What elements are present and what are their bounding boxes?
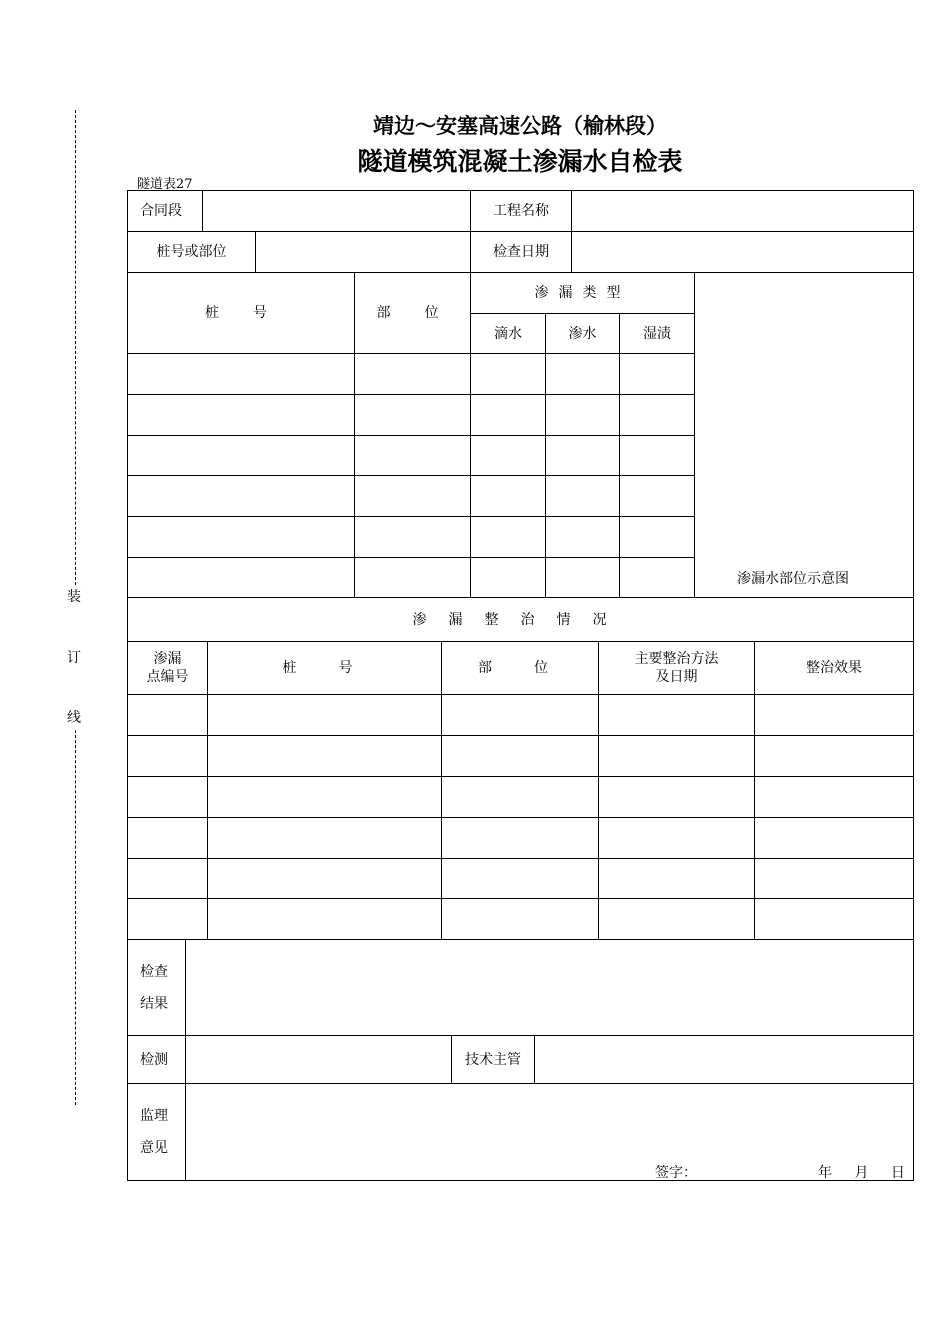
rem-row5-position[interactable] — [441, 858, 599, 899]
leak-col-position: 部 位 — [354, 272, 471, 354]
binding-dashed-line-top — [75, 110, 76, 590]
leak-type-damp: 湿渍 — [619, 313, 695, 354]
supervision-label-line2: 意见 — [140, 1140, 168, 1156]
rem-row2-position[interactable] — [441, 735, 599, 777]
leak-row6-damp[interactable] — [619, 557, 695, 598]
rem-row4-effect[interactable] — [754, 817, 914, 859]
inspector-field[interactable] — [185, 1035, 452, 1084]
project-name-label: 工程名称 — [470, 190, 572, 232]
leak-row5-drip[interactable] — [470, 516, 546, 558]
rem-col-station: 桩 号 — [207, 641, 442, 695]
leak-row6-drip[interactable] — [470, 557, 546, 598]
binding-char-2: 订 — [67, 650, 81, 666]
rem-row4-point-no[interactable] — [127, 817, 208, 859]
supervision-label-line1: 监理 — [140, 1108, 168, 1124]
rem-row2-station[interactable] — [207, 735, 442, 777]
leak-row2-damp[interactable] — [619, 394, 695, 436]
rem-row1-effect[interactable] — [754, 694, 914, 736]
signature-date: 年 月 日 — [818, 1165, 905, 1181]
check-result-label-line1: 检查 — [140, 963, 168, 980]
rem-row3-effect[interactable] — [754, 776, 914, 818]
rem-row6-effect[interactable] — [754, 898, 914, 940]
rem-row3-station[interactable] — [207, 776, 442, 818]
binding-dashed-line-bottom — [75, 715, 76, 1105]
leak-row3-position[interactable] — [354, 435, 471, 476]
rem-row5-station[interactable] — [207, 858, 442, 899]
rem-row2-effect[interactable] — [754, 735, 914, 777]
rem-row2-point-no[interactable] — [127, 735, 208, 777]
contract-label: 合同段 — [127, 190, 203, 232]
inspector-label: 检测 — [127, 1035, 186, 1084]
leak-row6-station[interactable] — [127, 557, 355, 598]
rem-row1-point-no[interactable] — [127, 694, 208, 736]
leak-row1-damp[interactable] — [619, 353, 695, 395]
leak-diagram-area[interactable] — [694, 272, 914, 598]
check-date-label: 检查日期 — [470, 231, 572, 273]
leak-row1-seep[interactable] — [545, 353, 620, 395]
leak-row4-seep[interactable] — [545, 475, 620, 517]
leak-row3-station[interactable] — [127, 435, 355, 476]
check-result-label — [127, 939, 186, 1036]
check-result-label-line2: 结果 — [140, 995, 168, 1012]
rem-row3-position[interactable] — [441, 776, 599, 818]
title-line1: 靖边～安塞高速公路（榆林段） — [373, 114, 667, 138]
leak-row6-seep[interactable] — [545, 557, 620, 598]
rem-row6-method[interactable] — [598, 898, 755, 940]
rem-row4-position[interactable] — [441, 817, 599, 859]
binding-char-1: 装 — [67, 589, 81, 605]
leak-row5-damp[interactable] — [619, 516, 695, 558]
leak-diagram-label: 渗漏水部位示意图 — [737, 571, 849, 587]
leak-row5-seep[interactable] — [545, 516, 620, 558]
station-or-position-field[interactable] — [255, 231, 471, 273]
leak-row2-drip[interactable] — [470, 394, 546, 436]
rem-row1-position[interactable] — [441, 694, 599, 736]
leak-col-station: 桩 号 — [127, 272, 355, 354]
supervision-field[interactable] — [185, 1083, 914, 1181]
leak-type-seep: 渗水 — [545, 313, 620, 354]
rem-row3-method[interactable] — [598, 776, 755, 818]
leak-row5-position[interactable] — [354, 516, 471, 558]
rem-row4-method[interactable] — [598, 817, 755, 859]
project-name-field[interactable] — [571, 190, 914, 232]
rem-row5-method[interactable] — [598, 858, 755, 899]
rem-row1-station[interactable] — [207, 694, 442, 736]
rem-row3-point-no[interactable] — [127, 776, 208, 818]
rem-row2-method[interactable] — [598, 735, 755, 777]
rem-row6-point-no[interactable] — [127, 898, 208, 940]
rem-col-point-no: 渗漏 点编号 — [127, 641, 208, 695]
rem-row5-effect[interactable] — [754, 858, 914, 899]
leak-type-drip: 滴水 — [470, 313, 546, 354]
leak-row5-station[interactable] — [127, 516, 355, 558]
leak-row2-station[interactable] — [127, 394, 355, 436]
supervision-label — [127, 1083, 186, 1181]
leak-row4-position[interactable] — [354, 475, 471, 517]
rem-col-effect: 整治效果 — [754, 641, 914, 695]
check-result-field[interactable] — [185, 939, 914, 1036]
tech-supervisor-field[interactable] — [534, 1035, 914, 1084]
remediation-section-title: 渗漏整治情况 — [127, 597, 914, 642]
title-line2: 隧道模筑混凝土渗漏水自检表 — [357, 147, 683, 176]
rem-row1-method[interactable] — [598, 694, 755, 736]
leak-row4-damp[interactable] — [619, 475, 695, 517]
leak-row2-position[interactable] — [354, 394, 471, 436]
tech-supervisor-label: 技术主管 — [451, 1035, 535, 1084]
binding-char-3: 线 — [67, 710, 81, 726]
rem-col-method: 主要整治方法 及日期 — [598, 641, 755, 695]
rem-row4-station[interactable] — [207, 817, 442, 859]
signature-label: 签字： — [655, 1165, 697, 1181]
leak-row4-station[interactable] — [127, 475, 355, 517]
leak-row1-position[interactable] — [354, 353, 471, 395]
contract-field[interactable] — [202, 190, 471, 232]
leak-row3-seep[interactable] — [545, 435, 620, 476]
leak-row3-damp[interactable] — [619, 435, 695, 476]
leak-row2-seep[interactable] — [545, 394, 620, 436]
leak-row1-drip[interactable] — [470, 353, 546, 395]
rem-row6-position[interactable] — [441, 898, 599, 940]
station-or-position-label: 桩号或部位 — [127, 231, 256, 273]
leak-row4-drip[interactable] — [470, 475, 546, 517]
rem-row5-point-no[interactable] — [127, 858, 208, 899]
rem-row6-station[interactable] — [207, 898, 442, 940]
rem-col-position: 部 位 — [441, 641, 599, 695]
form-number: 隧道表27 — [137, 177, 193, 192]
leak-col-type: 渗漏类型 — [470, 272, 695, 314]
check-date-field[interactable] — [571, 231, 914, 273]
leak-row3-drip[interactable] — [470, 435, 546, 476]
leak-row6-position[interactable] — [354, 557, 471, 598]
leak-row1-station[interactable] — [127, 353, 355, 395]
